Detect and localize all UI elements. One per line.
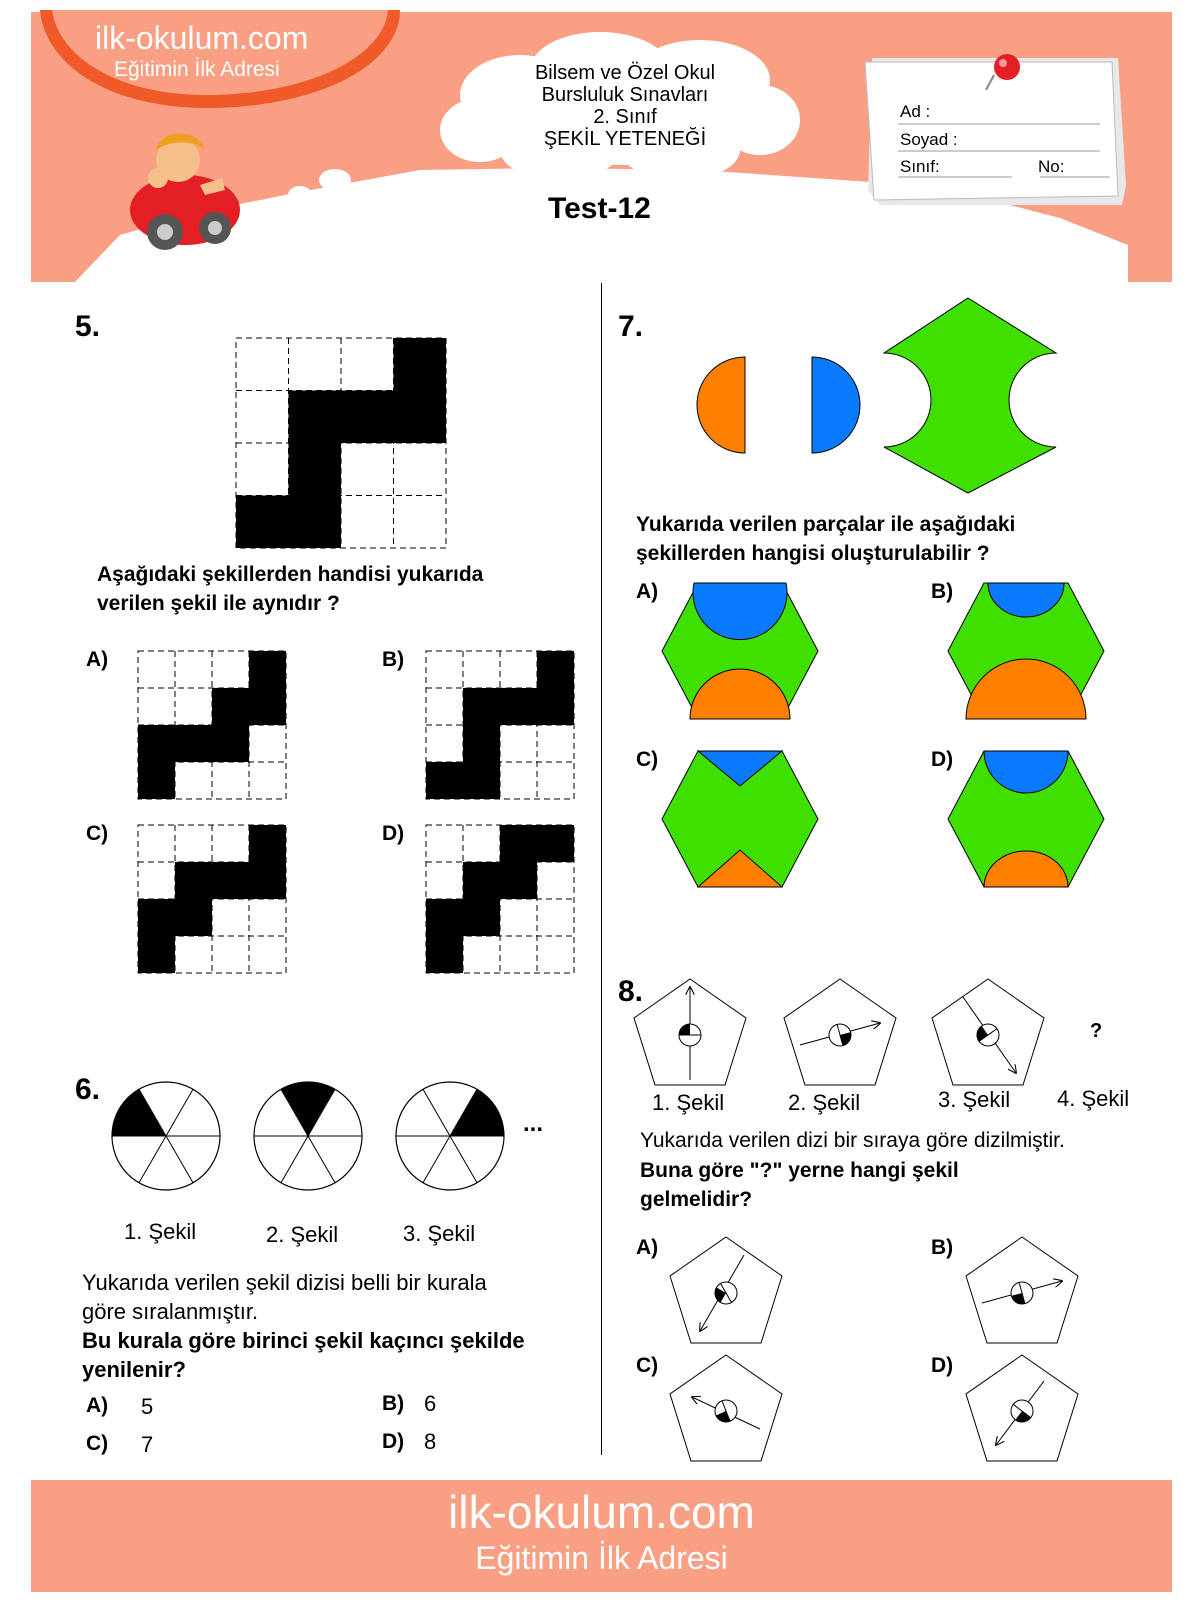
- cloud-title: [480, 62, 770, 150]
- q6-option-d-value[interactable]: 8: [424, 1429, 437, 1454]
- brand-slogan: Eğitimin İlk Adresi: [114, 58, 280, 81]
- q6-option-a-value[interactable]: 5: [141, 1394, 154, 1419]
- question-7-number: 7.: [618, 310, 644, 343]
- form-label-sinif: Sınıf:: [900, 157, 940, 176]
- q5-option-c-label[interactable]: C): [86, 822, 109, 845]
- q8-option-d-label[interactable]: D): [931, 1354, 954, 1377]
- q8-figure-1: [634, 979, 746, 1085]
- question-6-number: 6.: [75, 1073, 101, 1106]
- q6-caption-2: 2. Şekil: [266, 1222, 339, 1247]
- q8-option-c-label[interactable]: C): [636, 1354, 659, 1377]
- q6-option-a-label[interactable]: A): [86, 1394, 109, 1417]
- q5-option-d-figure[interactable]: [426, 825, 576, 975]
- q8-missing-mark: ?: [1090, 1020, 1103, 1042]
- q5-option-d-label[interactable]: D): [382, 822, 405, 845]
- q6-option-b-label[interactable]: B): [382, 1392, 405, 1415]
- q8-option-b-figure[interactable]: [964, 1235, 1084, 1350]
- q6-caption-3: 3. Şekil: [403, 1221, 476, 1246]
- q8-option-a-label[interactable]: A): [636, 1236, 659, 1259]
- q6-text-line: Yukarıda verilen şekil dizisi belli bir kurala: [82, 1270, 487, 1295]
- q8-question-line: Buna göre "?" yerne hangi şekil: [640, 1159, 959, 1182]
- q7-option-b-figure[interactable]: [946, 582, 1106, 722]
- question-7-text: [636, 510, 1015, 568]
- question-5-text: [97, 560, 483, 618]
- q8-figure-2: [784, 979, 896, 1085]
- q6-caption-1: 1. Şekil: [124, 1219, 197, 1244]
- q6-question: [82, 1326, 525, 1384]
- column-divider: [601, 283, 602, 1455]
- brand-name: ilk-okulum.com: [95, 20, 309, 56]
- q8-caption-4: 4. Şekil: [1057, 1086, 1130, 1111]
- q6-circle-2: [254, 1082, 362, 1190]
- q6-option-b-value[interactable]: 6: [424, 1391, 437, 1416]
- q6-option-d-label[interactable]: D): [382, 1430, 405, 1453]
- q7-option-b-label[interactable]: B): [931, 580, 954, 603]
- cloud-line: ŞEKİL YETENEĞİ: [543, 128, 707, 150]
- q7-text-line: Yukarıda verilen parçalar ile aşağıdaki: [636, 513, 1016, 536]
- question-8-number: 8.: [618, 975, 644, 1008]
- form-label-soyad: Soyad :: [900, 130, 958, 149]
- q8-option-a-figure[interactable]: [668, 1235, 788, 1350]
- q8-option-d-figure[interactable]: [964, 1353, 1084, 1468]
- q7-option-a-label[interactable]: A): [636, 580, 659, 603]
- q7-pieces: [690, 295, 1070, 495]
- q8-question: [640, 1156, 959, 1214]
- q7-option-c-figure[interactable]: [660, 750, 820, 890]
- q6-option-c-label[interactable]: C): [86, 1432, 109, 1455]
- page-header: [0, 0, 1200, 290]
- q6-circle-1: [112, 1082, 220, 1190]
- form-label-no: No:: [1038, 157, 1065, 176]
- q8-caption-1: 1. Şekil: [652, 1090, 725, 1115]
- q5-text-line: verilen şekil ile aynıdır ?: [97, 592, 340, 615]
- q7-option-c-label[interactable]: C): [636, 748, 659, 771]
- q8-option-b-label[interactable]: B): [931, 1236, 954, 1259]
- q8-caption-3: 3. Şekil: [938, 1087, 1011, 1112]
- q5-text-line: Aşağıdaki şekillerden handisi yukarıda: [97, 563, 484, 586]
- q8-caption-2: 2. Şekil: [788, 1090, 861, 1115]
- q8-figure-3: [932, 979, 1044, 1085]
- q7-option-d-figure[interactable]: [946, 750, 1106, 890]
- q5-option-b-label[interactable]: B): [382, 648, 405, 671]
- q5-option-a-label[interactable]: A): [86, 648, 109, 671]
- q6-circle-sequence: [110, 1080, 540, 1195]
- q7-text-line: şekillerden hangisi oluşturulabilir ?: [636, 542, 990, 565]
- q5-option-b-figure[interactable]: [426, 651, 576, 801]
- q6-option-c-value[interactable]: 7: [141, 1432, 154, 1457]
- q6-text-line: göre sıralanmıştır.: [82, 1299, 259, 1324]
- q5-option-a-figure[interactable]: [138, 651, 288, 801]
- footer-brand: ilk-okulum.com: [448, 1486, 755, 1538]
- q6-ellipsis: ...: [523, 1110, 544, 1137]
- q8-option-c-figure[interactable]: [668, 1353, 788, 1468]
- q8-question-line: gelmelidir?: [640, 1188, 753, 1211]
- test-title: Test-12: [548, 192, 651, 225]
- q6-question-line: yenilenir?: [82, 1357, 186, 1382]
- cloud-line: 2. Sınıf: [593, 106, 657, 128]
- q6-description: [82, 1268, 487, 1326]
- q7-option-d-label[interactable]: D): [931, 748, 954, 771]
- q6-question-line: Bu kurala göre birinci şekil kaçıncı şekilde: [82, 1328, 525, 1353]
- q5-main-figure: [236, 338, 448, 550]
- q7-option-a-figure[interactable]: [660, 582, 820, 722]
- page-footer: [31, 1480, 1172, 1592]
- question-5-number: 5.: [75, 310, 101, 343]
- cloud-line: Bursluluk Sınavları: [541, 84, 709, 106]
- q6-circle-3: [396, 1082, 504, 1190]
- q8-description: Yukarıda verilen dizi bir sıraya göre dizilmiştir.: [640, 1129, 1065, 1152]
- cloud-line: Bilsem ve Özel Okul: [534, 62, 716, 84]
- footer-slogan: Eğitimin İlk Adresi: [475, 1540, 728, 1576]
- form-label-ad: Ad :: [900, 102, 931, 121]
- q5-option-c-figure[interactable]: [138, 825, 288, 975]
- q8-sequence: [630, 977, 1150, 1092]
